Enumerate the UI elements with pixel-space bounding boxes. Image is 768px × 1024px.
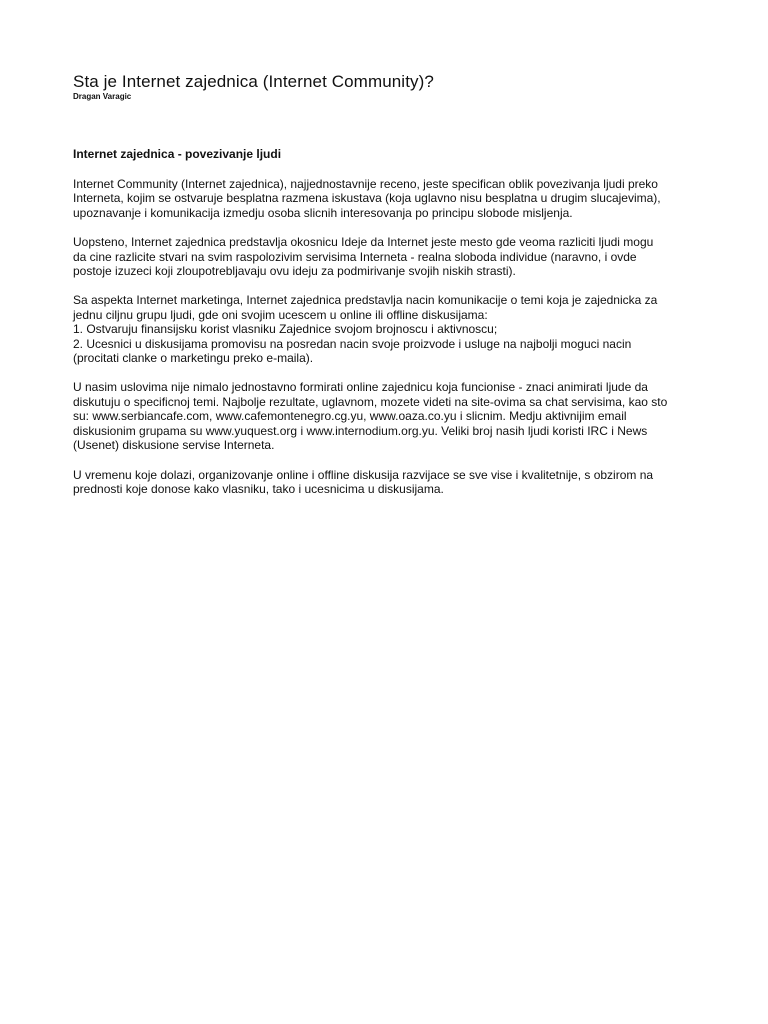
list-item-2: 2. Ucesnici u diskusijama promovisu na posredan nacin svoje proizvode i usluge na najbolji moguci nacin xyxy=(73,336,632,351)
paragraph-line: Uopsteno, Internet zajednica predstavlja okosnicu Ideje da Internet jeste mesto gde veoma razliciti ljudi mogu xyxy=(73,235,654,250)
paragraph-line: postoje izuzeci koji zloupotrebljavaju ovu ideju za podmirivanje svojih niskih strasti). xyxy=(73,264,516,279)
paragraph-line: diskusionim grupama su www.yuquest.org i www.internodium.org.yu. Veliki broj nasih ljudi koristi IRC i News xyxy=(73,423,648,438)
document-title: Sta je Internet zajednica (Internet Community)? xyxy=(73,72,434,91)
paragraph-line: Internet Community (Internet zajednica), najjednostavnije receno, jeste specifican oblik povezivanja ljudi preko xyxy=(73,177,658,191)
paragraph-line: prednosti koje donose kako vlasniku, tako i ucesnicima u diskusijama. xyxy=(73,481,444,496)
paragraph-line: (procitati clanke o marketingu preko e-maila). xyxy=(73,351,314,366)
paragraph-5 xyxy=(73,468,723,497)
paragraph-line: su: www.serbiancafe.com, www.cafemontenegro.cg.yu, www.oaza.co.yu i slicnim. Medju aktivnijim email xyxy=(73,409,627,424)
paragraph-line: Interneta, kojim se ostvaruje besplatna razmena iskustava (koja uglavno nisu besplatna u drugim slucajevima), xyxy=(73,191,661,206)
paragraph-line: da cine razlicite stvari na svim raspolozivim servisima Interneta - realna sloboda individue (naravno, i ovde xyxy=(73,249,637,264)
paragraph-2 xyxy=(73,235,723,278)
paragraph-line: U vremenu koje dolazi, organizovanje online i offline diskusija razvijace se sve vise i kvalitetnije, s obzirom na xyxy=(73,467,654,482)
list-item-1: 1. Ostvaruju finansijsku korist vlasniku Zajednice svojom brojnoscu i aktivnoscu; xyxy=(73,322,498,337)
paragraph-4 xyxy=(73,380,723,452)
document-author: Dragan Varagic xyxy=(73,92,132,101)
paragraph-line: U nasim uslovima nije nimalo jednostavno formirati online zajednicu koja funcionise - znaci animirati ljude da xyxy=(73,380,648,395)
paragraph-3 xyxy=(73,293,723,365)
paragraph-1 xyxy=(73,177,723,220)
paragraph-line: diskutuju o specificnoj temi. Najbolje rezultate, uglavnom, mozete videti na site-ovima sa chat servisima, kao sto xyxy=(73,394,668,409)
section-heading: Internet zajednica - povezivanje ljudi xyxy=(73,147,282,161)
paragraph-line: (Usenet) diskusione servise Interneta. xyxy=(73,438,275,453)
paragraph-line: jednu ciljnu grupu ljudi, gde oni svojim ucescem u online ili offline diskusijama: xyxy=(73,307,488,322)
paragraph-line: upoznavanje i komunikacija izmedju osoba slicnih interesovanja po principu slobode misljenja. xyxy=(73,205,573,220)
document-page xyxy=(73,72,723,496)
paragraph-line: Sa aspekta Internet marketinga, Internet zajednica predstavlja nacin komunikacije o temi koja je zajednicka za xyxy=(73,293,658,308)
